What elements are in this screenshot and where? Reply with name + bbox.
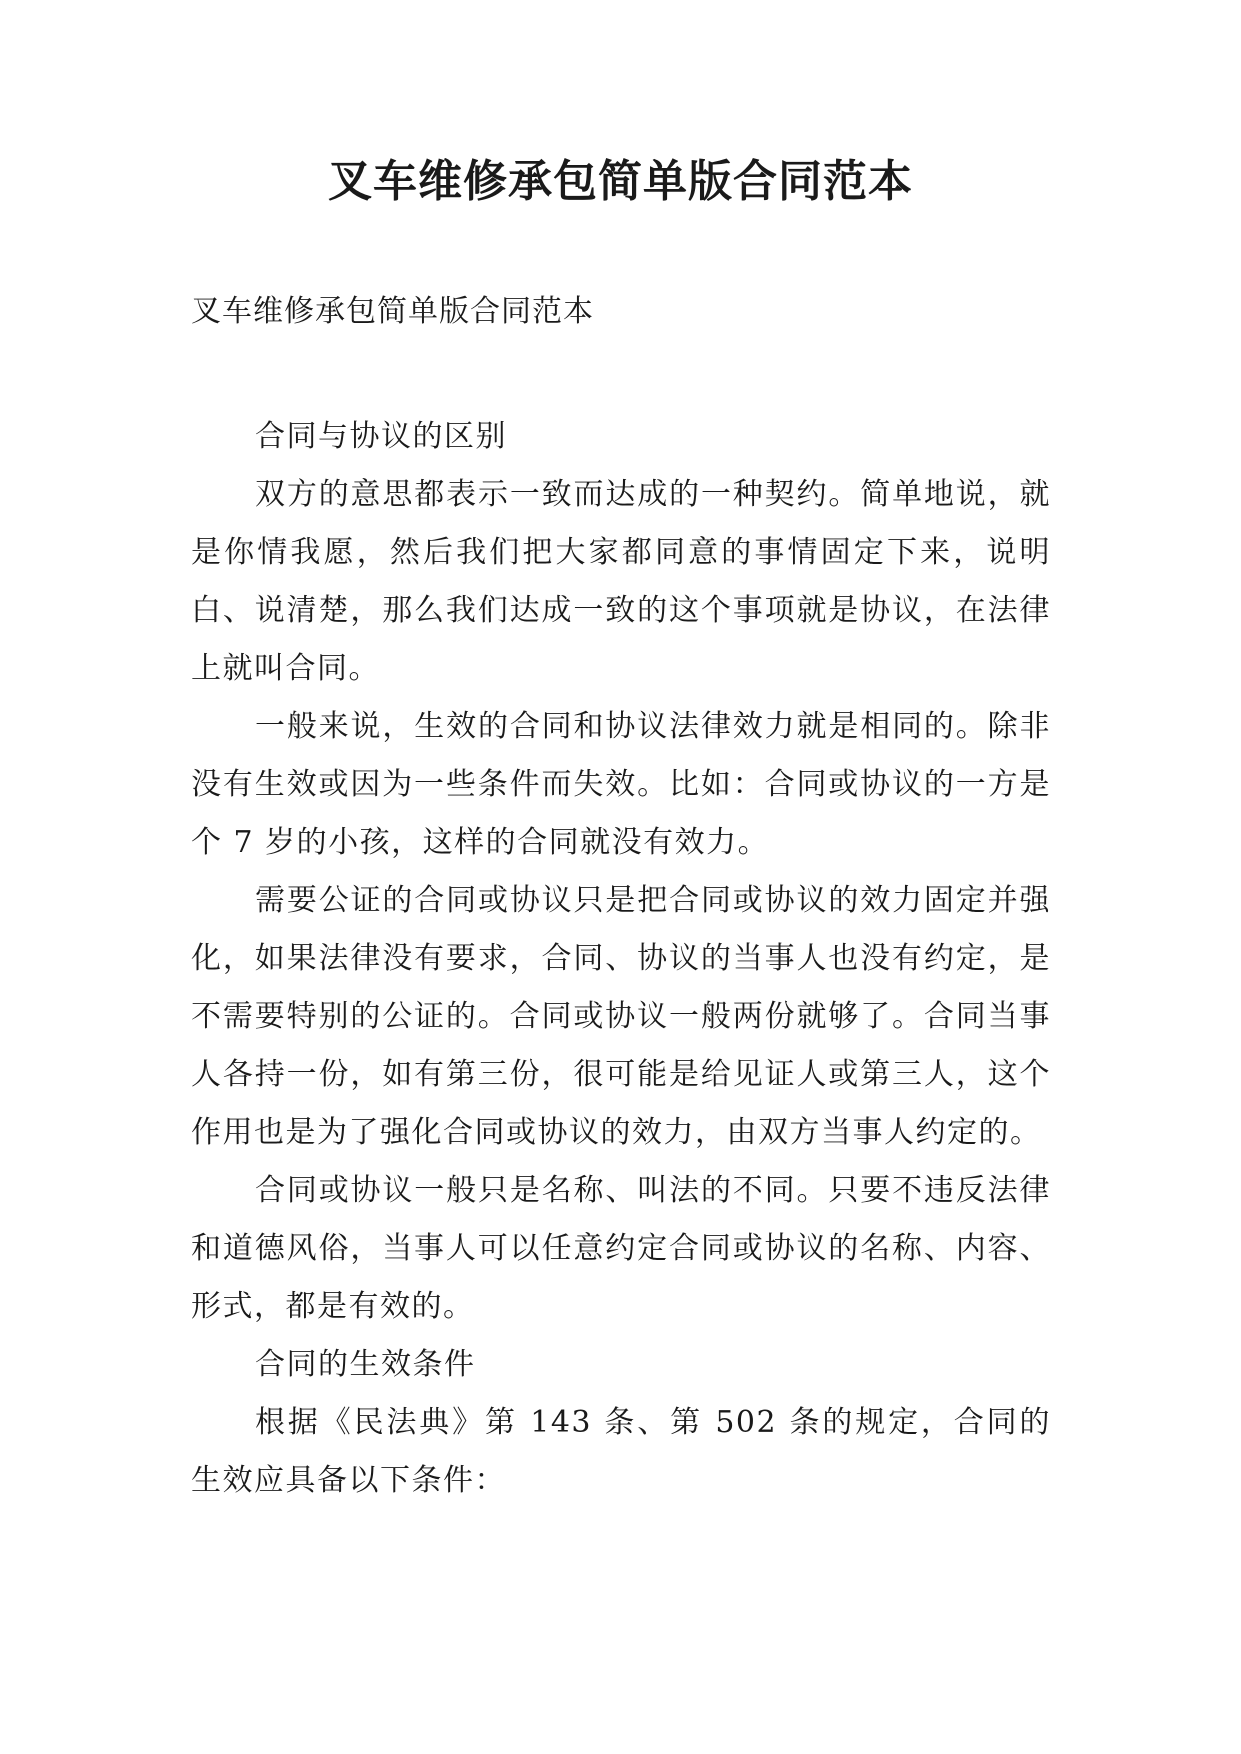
- body-paragraph: 需要公证的合同或协议只是把合同或协议的效力固定并强化，如果法律没有要求，合同、协议的当事人也没有约定，是不需要特别的公证的。合同或协议一般两份就够了。合同当事人各持一份，如有第三份，很可能是给见证人或第三人，这个作用也是为了强化合同或协议的效力，由双方当事人约定的。: [191, 883, 1051, 1150]
- body-paragraph: 一般来说，生效的合同和协议法律效力就是相同的。除非没有生效或因为一些条件而失效。比如：合同或协议的一方是个 7 岁的小孩，这样的合同就没有效力。: [191, 709, 1051, 860]
- section-heading: 合同的生效条件: [255, 1347, 476, 1382]
- body-paragraph: 根据《民法典》第 143 条、第 502 条的规定，合同的生效应具备以下条件：: [191, 1405, 1051, 1498]
- section-heading: 合同与协议的区别: [255, 419, 507, 454]
- document-body: [191, 408, 1051, 1510]
- document-title: 叉车维修承包简单版合同范本: [328, 156, 913, 207]
- body-paragraph: 合同或协议一般只是名称、叫法的不同。只要不违反法律和道德风俗，当事人可以任意约定合同或协议的名称、内容、形式，都是有效的。: [191, 1173, 1051, 1324]
- document-subtitle: 叉车维修承包简单版合同范本: [191, 294, 594, 329]
- body-paragraph: 双方的意思都表示一致而达成的一种契约。简单地说，就是你情我愿，然后我们把大家都同意的事情固定下来，说明白、说清楚，那么我们达成一致的这个事项就是协议，在法律上就叫合同。: [191, 477, 1051, 686]
